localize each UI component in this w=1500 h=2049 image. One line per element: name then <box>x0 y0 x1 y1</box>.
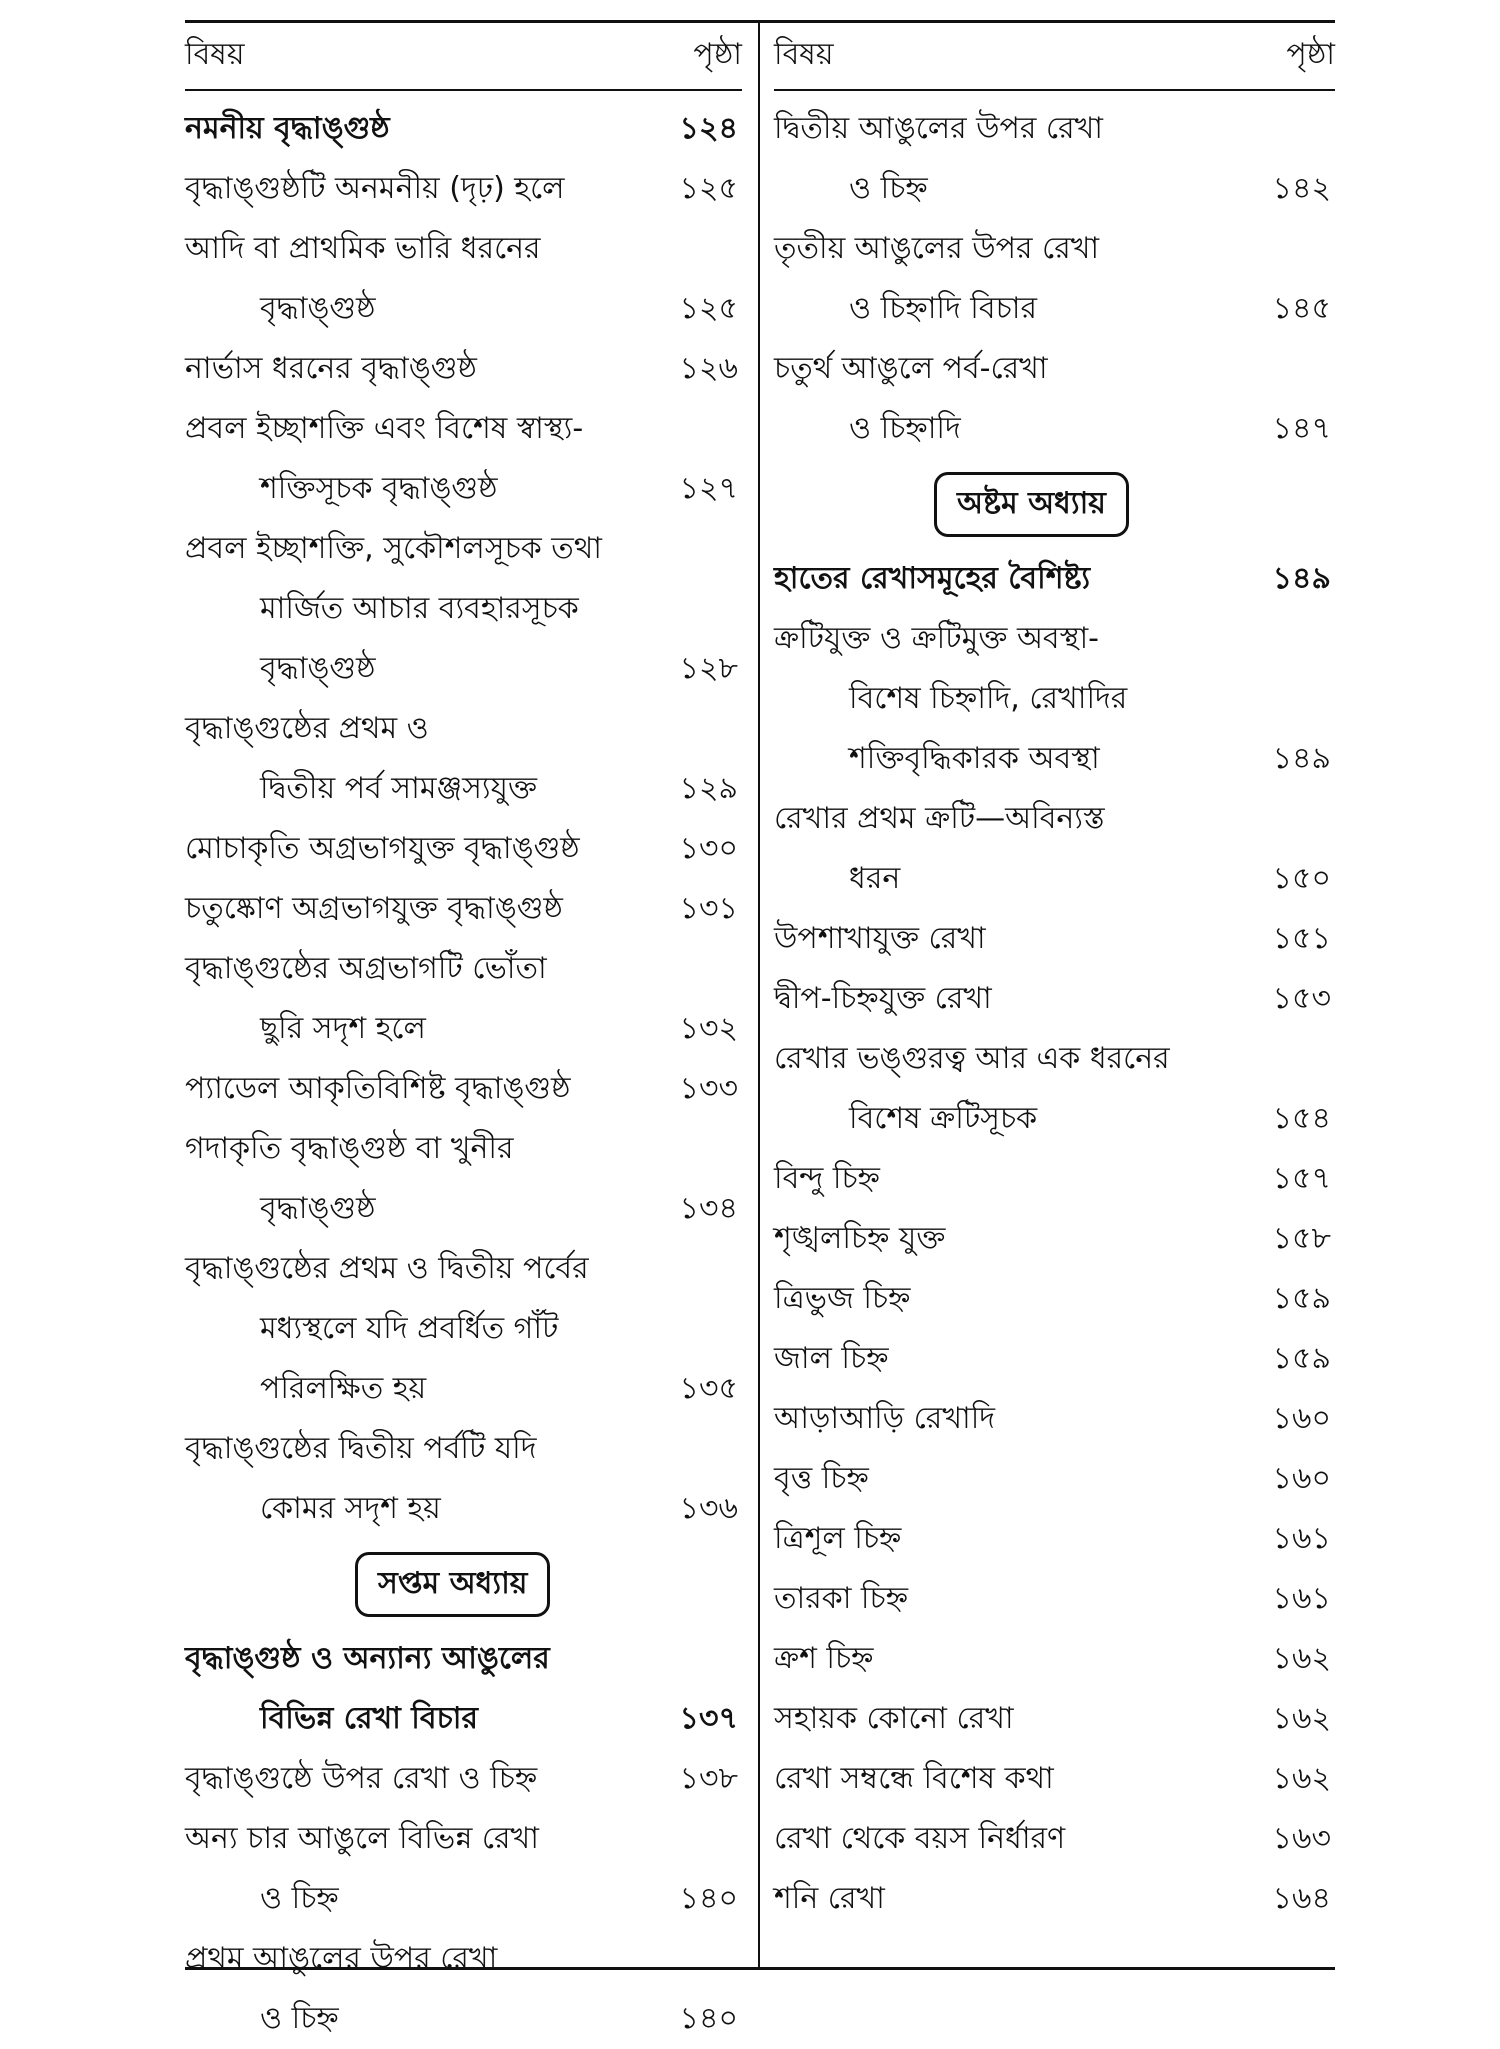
entry-title: চতুষ্কোণ অগ্রভাগযুক্ত বৃদ্ধাঙ্গুষ্ঠ <box>185 890 563 926</box>
page-number: ১২৭ <box>679 470 738 506</box>
page-number: ১৫৪ <box>1272 1100 1331 1136</box>
page-number: ১৪৯ <box>1272 560 1331 596</box>
page-number: ১৫০ <box>1272 860 1331 896</box>
toc-entry-line <box>185 1179 742 1239</box>
page-number: ১৬২ <box>1272 1640 1331 1676</box>
toc-entry-line <box>774 1329 1335 1389</box>
toc-entry-line <box>774 1029 1335 1089</box>
page-number: ১৫৮ <box>1272 1220 1331 1256</box>
entry-title: ও চিহ্নাদি বিচার <box>849 290 1037 326</box>
entry-title: শনি রেখা <box>774 1880 885 1916</box>
page-number: ১৬১ <box>1272 1580 1331 1616</box>
toc-entry-line <box>185 459 742 519</box>
entry-title: রেখা সম্বন্ধে বিশেষ কথা <box>774 1760 1054 1796</box>
entry-title: বৃদ্ধাঙ্গুষ্ঠ ও অন্যান্য আঙুলের <box>185 1640 550 1676</box>
toc-entry-line <box>774 1809 1335 1869</box>
page-number: ১২৯ <box>679 770 738 806</box>
entry-title: সহায়ক কোনো রেখা <box>774 1700 1014 1736</box>
toc-entry-line <box>185 879 742 939</box>
table-of-contents <box>185 20 1335 2036</box>
toc-entry-line <box>185 519 742 579</box>
toc-entry-line <box>774 729 1335 789</box>
entry-title: বৃদ্ধাঙ্গুষ্ঠের প্রথম ও দ্বিতীয় পর্বের <box>185 1250 589 1286</box>
toc-entry-line <box>774 279 1335 339</box>
toc-entry-line <box>185 819 742 879</box>
page-number: ১৫১ <box>1272 920 1331 956</box>
page-number: ১৪৯ <box>1272 740 1331 776</box>
left-entry-list <box>185 91 742 2049</box>
toc-entry-line <box>774 1869 1335 1929</box>
entry-title: শৃঙ্খলচিহ্ন যুক্ত <box>774 1220 946 1256</box>
page-number: ১৫৯ <box>1272 1340 1331 1376</box>
toc-entry-line <box>774 339 1335 399</box>
toc-entry-line <box>774 1689 1335 1749</box>
toc-entry-line <box>185 279 742 339</box>
chapter-heading <box>774 459 1335 549</box>
toc-entry-line <box>774 969 1335 1029</box>
page-number: ১২৪ <box>679 110 738 146</box>
toc-entry-line <box>185 219 742 279</box>
toc-entry-line <box>185 999 742 1059</box>
entry-title: ত্রিশূল চিহ্ন <box>774 1520 902 1556</box>
toc-entry-line <box>185 1419 742 1479</box>
page-number: ১৪৫ <box>1272 290 1331 326</box>
entry-title: বিন্দু চিহ্ন <box>774 1160 880 1196</box>
page-number: ১৩৮ <box>679 1760 738 1796</box>
page-number: ১৩০ <box>679 830 738 866</box>
chapter-label: অষ্টম অধ্যায় <box>934 472 1129 537</box>
entry-title: বৃদ্ধাঙ্গুষ্ঠের অগ্রভাগটি ভোঁতা <box>185 950 547 986</box>
page-number: ১৬২ <box>1272 1700 1331 1736</box>
entry-title: উপশাখাযুক্ত রেখা <box>774 920 986 956</box>
entry-title: মধ্যস্থলে যদি প্রবর্ধিত গাঁট <box>260 1310 559 1346</box>
page-number: ১৬৪ <box>1272 1880 1331 1916</box>
toc-entry-line <box>185 1989 742 2049</box>
entry-title: বিশেষ ক্রটিসূচক <box>849 1100 1038 1136</box>
entry-title: দ্বিতীয় পর্ব সামঞ্জস্যযুক্ত <box>260 770 538 806</box>
toc-entry-line <box>185 99 742 159</box>
page-number: ১৩৪ <box>679 1190 738 1226</box>
entry-title: বিভিন্ন রেখা বিচার <box>260 1700 478 1736</box>
entry-title: ছুরি সদৃশ হলে <box>260 1010 426 1046</box>
toc-entry-line <box>185 1239 742 1299</box>
page-number: ১৩৫ <box>679 1370 738 1406</box>
entry-title: ও চিহ্ন <box>849 170 928 206</box>
entry-title: রেখার প্রথম ক্রটি—অবিন্যস্ত <box>774 800 1105 836</box>
toc-entry-line <box>774 159 1335 219</box>
entry-title: মার্জিত আচার ব্যবহারসূচক <box>260 590 579 626</box>
toc-entry-line <box>185 639 742 699</box>
toc-entry-line <box>774 219 1335 279</box>
toc-entry-line <box>185 1059 742 1119</box>
toc-entry-line <box>185 1629 742 1689</box>
toc-entry-line <box>185 1119 742 1179</box>
page-number: ১৩৬ <box>679 1490 738 1526</box>
entry-title: বৃদ্ধাঙ্গুষ্ঠ <box>260 1190 376 1226</box>
toc-entry-line <box>774 549 1335 609</box>
entry-title: বৃদ্ধাঙ্গুষ্ঠ <box>260 290 376 326</box>
page-number: ১৬০ <box>1272 1400 1331 1436</box>
entry-title: অন্য চার আঙুলে বিভিন্ন রেখা <box>185 1820 539 1856</box>
page-number: ১৪০ <box>679 2000 738 2036</box>
chapter-label: সপ্তম অধ্যায় <box>355 1552 550 1617</box>
entry-title: রেখা থেকে বয়স নির্ধারণ <box>774 1820 1066 1856</box>
entry-title: ক্রটিযুক্ত ও ক্রটিমুক্ত অবস্থা- <box>774 620 1099 656</box>
page-number: ১৩৭ <box>679 1700 738 1736</box>
toc-entry-line <box>774 1449 1335 1509</box>
toc-entry-line <box>185 759 742 819</box>
page-number: ১৪০ <box>679 1880 738 1916</box>
entry-title: ও চিহ্নাদি <box>849 410 961 446</box>
page-number: ১২৫ <box>679 170 738 206</box>
toc-entry-line <box>774 1389 1335 1449</box>
entry-title: পরিলক্ষিত হয় <box>260 1370 427 1406</box>
page-number: ১৬০ <box>1272 1460 1331 1496</box>
entry-title: বৃদ্ধাঙ্গুষ্ঠের দ্বিতীয় পর্বটি যদি <box>185 1430 537 1466</box>
page-number: ১৫৯ <box>1272 1280 1331 1316</box>
toc-entry-line <box>774 609 1335 669</box>
page-number: ১৩২ <box>679 1010 738 1046</box>
topic-header: বিষয় <box>185 37 245 72</box>
entry-title: বৃদ্ধাঙ্গুষ্ঠ <box>260 650 376 686</box>
entry-title: দ্বীপ-চিহ্নযুক্ত রেখা <box>774 980 992 1016</box>
entry-title: বৃদ্ধাঙ্গুষ্ঠে উপর রেখা ও চিহ্ন <box>185 1760 538 1796</box>
page-number: ১৩৩ <box>679 1070 738 1106</box>
toc-entry-line <box>774 789 1335 849</box>
toc-entry-line <box>185 159 742 219</box>
entry-title: কোমর সদৃশ হয় <box>260 1490 441 1526</box>
entry-title: শক্তিসূচক বৃদ্ধাঙ্গুষ্ঠ <box>260 470 498 506</box>
entry-title: প্রবল ইচ্ছাশক্তি, সুকৌশলসূচক তথা <box>185 530 602 566</box>
toc-entry-line <box>774 1089 1335 1149</box>
page-number: ১২৫ <box>679 290 738 326</box>
toc-entry-line <box>774 1749 1335 1809</box>
entry-title: ত্রিভুজ চিহ্ন <box>774 1280 911 1316</box>
toc-entry-line <box>185 1299 742 1359</box>
page-number: ১২৬ <box>679 350 738 386</box>
toc-entry-line <box>185 339 742 399</box>
right-column <box>760 23 1335 1967</box>
page-number: ১৫৩ <box>1272 980 1331 1016</box>
toc-entry-line <box>774 1569 1335 1629</box>
entry-title: বৃত্ত চিহ্ন <box>774 1460 869 1496</box>
toc-entry-line <box>774 1509 1335 1569</box>
right-column-header <box>774 23 1335 91</box>
entry-title: প্রথম আঙুলের উপর রেখা <box>185 1940 498 1976</box>
page-header: পৃষ্ঠা <box>1286 37 1335 72</box>
toc-entry-line <box>774 1269 1335 1329</box>
page-number: ১৬১ <box>1272 1520 1331 1556</box>
toc-entry-line <box>185 939 742 999</box>
left-column-header <box>185 23 742 91</box>
page-number: ১৬২ <box>1272 1760 1331 1796</box>
entry-title: গদাকৃতি বৃদ্ধাঙ্গুষ্ঠ বা খুনীর <box>185 1130 514 1166</box>
entry-title: ও চিহ্ন <box>260 1880 339 1916</box>
entry-title: তৃতীয় আঙুলের উপর রেখা <box>774 230 1100 266</box>
toc-entry-line <box>774 669 1335 729</box>
page-number: ১২৮ <box>679 650 738 686</box>
page-header: পৃষ্ঠা <box>693 37 742 72</box>
toc-entry-line <box>774 909 1335 969</box>
page-number: ১৪২ <box>1272 170 1331 206</box>
entry-title: নার্ভাস ধরনের বৃদ্ধাঙ্গুষ্ঠ <box>185 350 477 386</box>
toc-entry-line <box>185 1689 742 1749</box>
toc-entry-line <box>774 1209 1335 1269</box>
toc-entry-line <box>774 399 1335 459</box>
entry-title: আড়াআড়ি রেখাদি <box>774 1400 996 1436</box>
entry-title: আদি বা প্রাথমিক ভারি ধরনের <box>185 230 541 266</box>
entry-title: বৃদ্ধাঙ্গুষ্ঠের প্রথম ও <box>185 710 429 746</box>
page-number: ১৫৭ <box>1272 1160 1331 1196</box>
entry-title: শক্তিবৃদ্ধিকারক অবস্থা <box>849 740 1100 776</box>
entry-title: মোচাকৃতি অগ্রভাগযুক্ত বৃদ্ধাঙ্গুষ্ঠ <box>185 830 580 866</box>
topic-header: বিষয় <box>774 37 834 72</box>
toc-entry-line <box>774 849 1335 909</box>
entry-title: রেখার ভঙ্গুরত্ব আর এক ধরনের <box>774 1040 1170 1076</box>
page-number: ১৬৩ <box>1272 1820 1331 1856</box>
page-number: ১৩১ <box>679 890 738 926</box>
toc-entry-line <box>185 399 742 459</box>
right-entry-list <box>774 91 1335 1929</box>
entry-title: জাল চিহ্ন <box>774 1340 889 1376</box>
toc-entry-line <box>185 1809 742 1869</box>
toc-entry-line <box>185 579 742 639</box>
page-number: ১৪৭ <box>1272 410 1331 446</box>
toc-entry-line <box>185 699 742 759</box>
entry-title: নমনীয় বৃদ্ধাঙ্গুষ্ঠ <box>185 110 390 146</box>
toc-entry-line <box>185 1479 742 1539</box>
entry-title: ও চিহ্ন <box>260 2000 339 2036</box>
entry-title: ধরন <box>849 860 901 896</box>
toc-entry-line <box>185 1749 742 1809</box>
toc-entry-line <box>774 1149 1335 1209</box>
entry-title: দ্বিতীয় আঙুলের উপর রেখা <box>774 110 1103 146</box>
toc-entry-line <box>185 1359 742 1419</box>
toc-entry-line <box>774 99 1335 159</box>
toc-entry-line <box>185 1929 742 1989</box>
entry-title: প্রবল ইচ্ছাশক্তি এবং বিশেষ স্বাস্থ্য- <box>185 410 584 446</box>
entry-title: ক্রশ চিহ্ন <box>774 1640 874 1676</box>
entry-title: হাতের রেখাসমূহের বৈশিষ্ট্য <box>774 560 1091 596</box>
entry-title: বৃদ্ধাঙ্গুষ্ঠটি অনমনীয় (দৃঢ়) হলে <box>185 170 565 206</box>
left-column <box>185 23 760 2036</box>
entry-title: প্যাডেল আকৃতিবিশিষ্ট বৃদ্ধাঙ্গুষ্ঠ <box>185 1070 571 1106</box>
entry-title: বিশেষ চিহ্নাদি, রেখাদির <box>849 680 1128 716</box>
entry-title: তারকা চিহ্ন <box>774 1580 909 1616</box>
toc-entry-line <box>774 1629 1335 1689</box>
toc-entry-line <box>185 1869 742 1929</box>
chapter-heading <box>185 1539 742 1629</box>
entry-title: চতুর্থ আঙুলে পর্ব-রেখা <box>774 350 1048 386</box>
